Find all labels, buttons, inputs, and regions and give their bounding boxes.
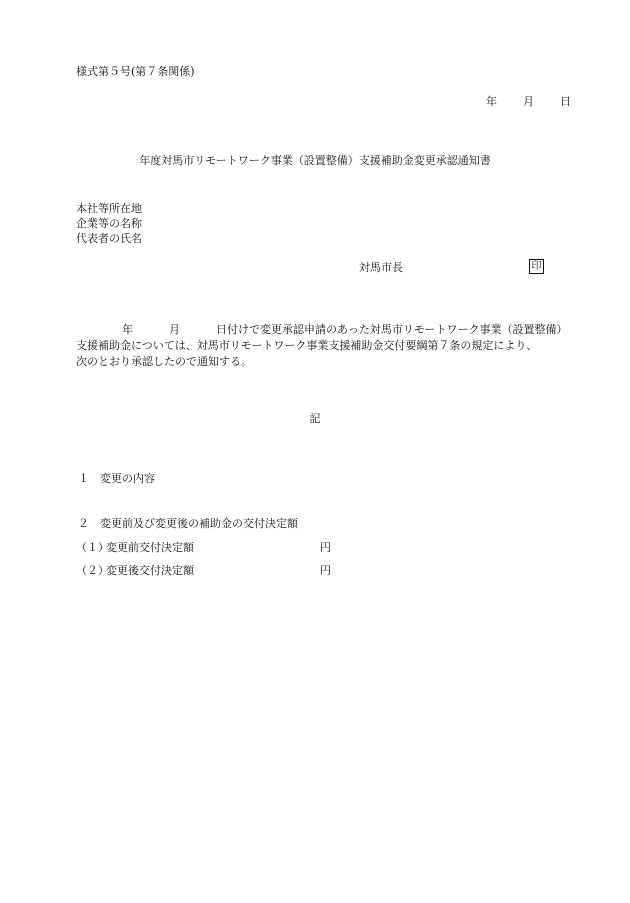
item-1-label: 変更の内容 [100,472,155,485]
notice-body [76,322,566,370]
body-line-1-text: 日付けで変更承認申請のあった対馬市リモートワーク事業（設置整備） [216,323,568,336]
sub-item-1-unit: 円 [320,541,331,554]
body-line-3: 次のとおり承認したので通知する。 [76,355,252,368]
date-day: 日 [560,95,571,108]
sub-item-2 [76,565,194,576]
body-month: 月 [169,323,180,336]
body-year: 年 [122,323,133,336]
body-line-2: 支援補助金については、対馬市リモートワーク事業支援補助金交付要綱第７条の規定により、 [76,339,538,352]
sub-item-2-label: 変更後交付決定額 [106,564,194,577]
date-month: 月 [523,95,534,108]
recipient-company-label: 企業等の名称 [76,217,142,230]
item-2-number: ２ [78,517,89,530]
sub-item-1 [76,542,194,553]
ki-heading: 記 [309,412,321,425]
item-2-label: 変更前及び変更後の補助金の交付決定額 [100,517,298,530]
date-line [486,96,571,107]
sub-item-2-number: （２） [76,564,109,577]
body-line-1 [76,322,566,338]
date-year: 年 [486,95,497,108]
document-title: 年度対馬市リモートワーク事業（設置整備）支援補助金変更承認通知書 [139,154,491,167]
recipient-block [76,201,142,246]
item-1 [78,473,155,484]
recipient-representative-label: 代表者の氏名 [76,232,142,245]
seal-stamp: 印 [529,259,544,274]
sub-item-1-label: 変更前交付決定額 [106,541,194,554]
sub-item-1-number: （１） [76,541,109,554]
sub-item-2-unit: 円 [320,564,331,577]
form-number: 様式第５号(第７条関係) [76,65,195,78]
issuer-name: 対馬市長 [359,261,403,274]
item-2 [78,518,298,529]
item-1-number: １ [78,472,89,485]
recipient-address-label: 本社等所在地 [76,202,142,215]
